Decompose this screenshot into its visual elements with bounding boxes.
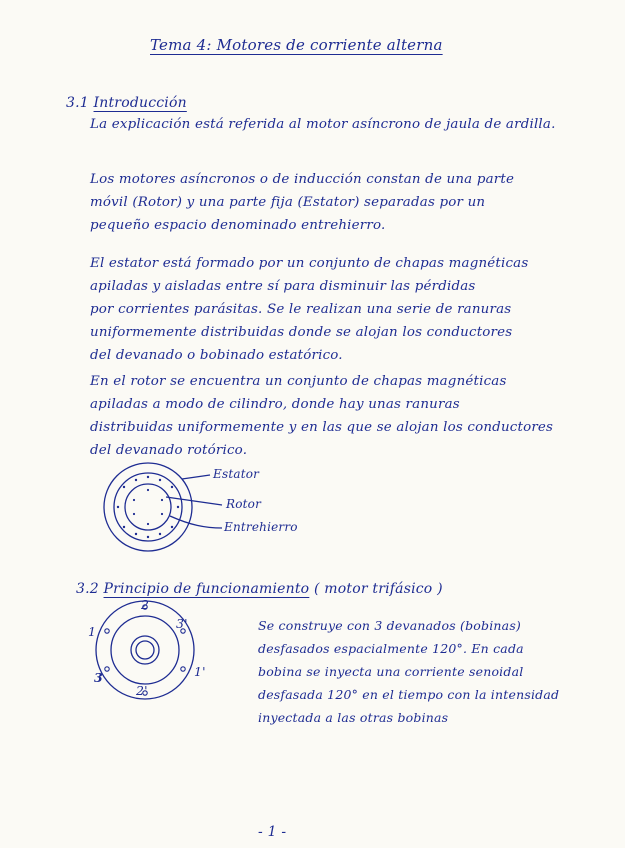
paragraph2-line: del devanado o bobinado estatórico. [90, 348, 343, 363]
stator-slots [117, 476, 179, 538]
section-number: 3.2 [76, 581, 99, 597]
paragraph2-line: por corrientes parásitas. Se le realizan una serie de ranuras [90, 302, 512, 317]
intro-line: La explicación está referida al motor asíncrono de jaula de ardilla. [90, 117, 556, 132]
label-estator: Estator [213, 467, 260, 481]
coil-label-1: 1 [88, 624, 97, 639]
section-title: Introducción [93, 95, 187, 111]
principle-line: Se construye con 3 devanados (bobinas) [258, 618, 522, 633]
estator-leader-line [182, 475, 210, 479]
rotor-slots [133, 489, 163, 525]
paragraph1-line: móvil (Rotor) y una parte fija (Estator) separadas por un [90, 195, 486, 210]
paragraph3-line: apiladas a modo de cilindro, donde hay unas ranuras [90, 397, 460, 412]
section-subtitle: ( motor trifásico ) [313, 581, 443, 597]
page-title: Tema 4: Motores de corriente alterna [150, 36, 443, 54]
page-number: - 1 - [258, 824, 287, 840]
coil-slots [105, 605, 185, 695]
paragraph3-line: del devanado rotórico. [90, 443, 248, 458]
section-heading-principle [76, 581, 443, 597]
label-rotor: Rotor [226, 497, 262, 511]
rotor-leader-line [166, 497, 222, 505]
coil-label-2-prime: 2' [136, 683, 148, 698]
coil-label-1-prime: 1' [194, 664, 206, 679]
paragraph3-line: En el rotor se encuentra un conjunto de chapas magnéticas [90, 374, 507, 389]
stator-inner-circle [114, 473, 182, 541]
section-number: 3.1 [66, 95, 89, 111]
coil-label-3: 3 [94, 670, 103, 685]
principle-line: inyectada a las otras bobinas [258, 710, 449, 725]
coil-label-3-prime: 3' [176, 616, 188, 631]
paragraph3-line: distribuidas uniformemente y en las que se alojan los conductores [90, 420, 554, 435]
paragraph2-line: uniformemente distribuidas donde se alojan los conductores [90, 325, 513, 340]
coil-label-2: 2 [141, 597, 150, 612]
paragraph1-line: Los motores asíncronos o de inducción constan de una parte [90, 172, 515, 187]
label-entrehierro: Entrehierro [224, 520, 298, 534]
paragraph2-line: El estator está formado por un conjunto de chapas magnéticas [90, 256, 529, 271]
principle-line: desfasada 120° en el tiempo con la intensidad [258, 687, 560, 702]
paragraph1-line: pequeño espacio denominado entrehierro. [90, 218, 386, 233]
section-title: Principio de funcionamiento [103, 581, 310, 597]
paragraph2-line: apiladas y aisladas entre sí para disminuir las pérdidas [90, 279, 476, 294]
principle-line: desfasados espacialmente 120°. En cada [258, 641, 524, 656]
principle-line: bobina se inyecta una corriente senoidal [258, 664, 524, 679]
